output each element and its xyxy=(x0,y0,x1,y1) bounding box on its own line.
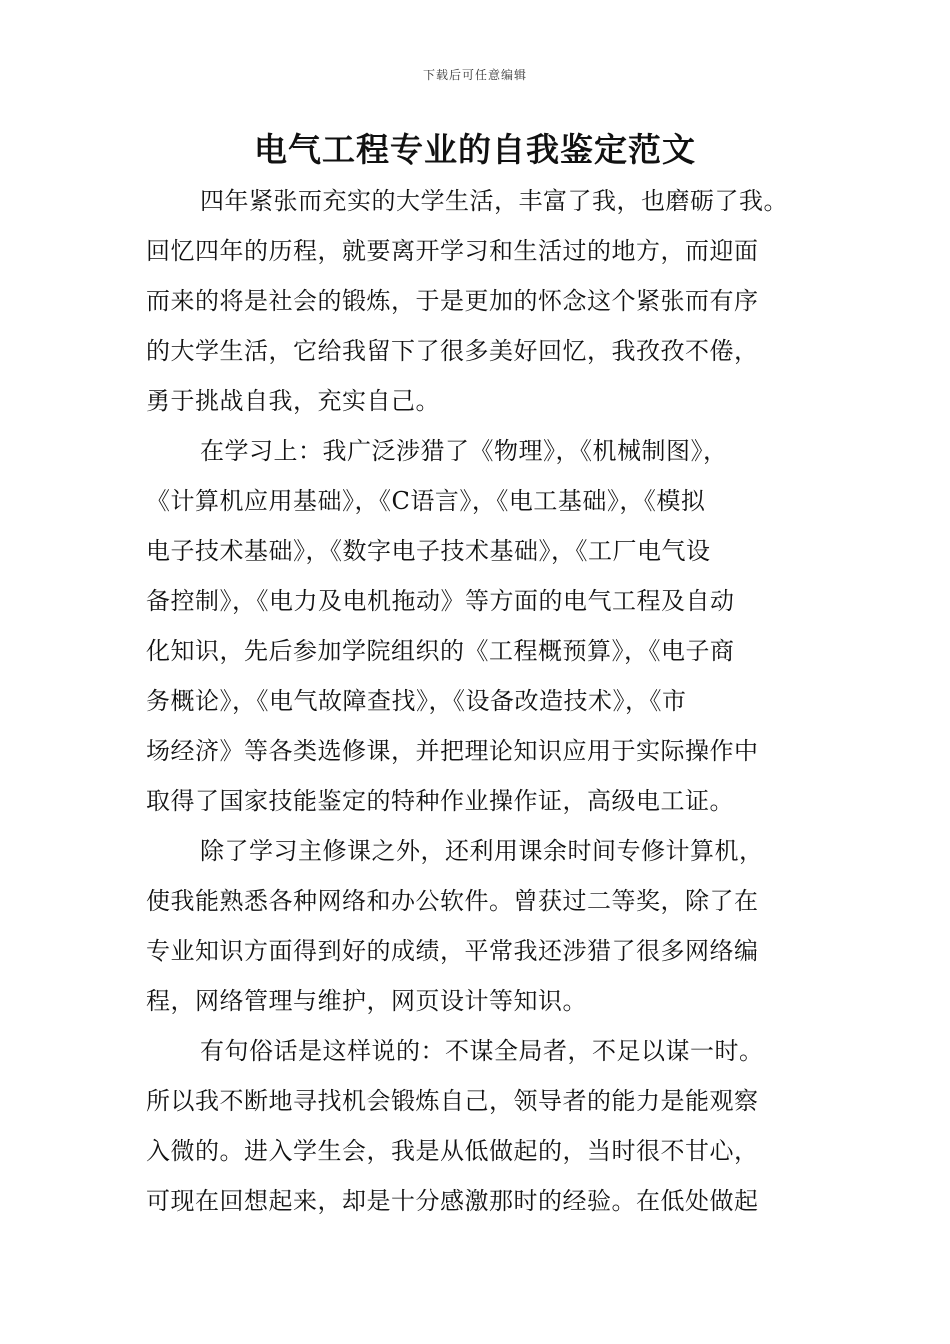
paragraph-line: 《计算机应用基础》，《C语言》，《电工基础》，《模拟 xyxy=(146,487,706,515)
paragraph-line: 务概论》，《电气故障查找》，《设备改造技术》，《市 xyxy=(146,687,687,715)
paragraph-line: 专业知识方面得到好的成绩，平常我还涉猎了很多网络编 xyxy=(146,937,759,965)
paragraph-line: 所以我不断地寻找机会锻炼自己，领导者的能力是能观察 xyxy=(146,1087,759,1115)
paragraph-line: 备控制》，《电力及电机拖动》等方面的电气工程及自动 xyxy=(146,587,735,615)
paragraph-line: 有句俗话是这样说的：不谋全局者，不足以谋一时。 xyxy=(200,1037,764,1065)
paragraph-line: 四年紧张而充实的大学生活，丰富了我，也磨砺了我。 xyxy=(200,187,788,215)
paragraph-line: 可现在回想起来，却是十分感激那时的经验。在低处做起 xyxy=(146,1187,759,1215)
paragraph-line: 程，网络管理与维护，网页设计等知识。 xyxy=(146,987,587,1015)
paragraph-line: 入微的。进入学生会，我是从低做起的，当时很不甘心， xyxy=(146,1137,759,1165)
paragraph-line: 场经济》等各类选修课，并把理论知识应用于实际操作中 xyxy=(146,737,759,765)
paragraph-line: 勇于挑战自我，充实自己。 xyxy=(146,387,440,415)
paragraph-line: 使我能熟悉各种网络和办公软件。曾获过二等奖，除了在 xyxy=(146,887,759,915)
paragraph-line: 取得了国家技能鉴定的特种作业操作证，高级电工证。 xyxy=(146,787,734,815)
paragraph-line: 在学习上：我广泛涉猎了《物理》，《机械制图》， xyxy=(200,437,728,465)
paragraph-line: 而来的将是社会的锻炼，于是更加的怀念这个紧张而有序 xyxy=(146,287,759,315)
paragraph-line: 电子技术基础》，《数字电子技术基础》，《工厂电气设 xyxy=(146,537,711,565)
document-body xyxy=(146,176,836,1226)
paragraph-line: 除了学习主修课之外，还利用课余时间专修计算机， xyxy=(200,837,764,865)
document-title: 电气工程专业的自我鉴定范文 xyxy=(254,130,696,169)
paragraph-line: 回忆四年的历程，就要离开学习和生活过的地方，而迎面 xyxy=(146,237,759,265)
paragraph-line: 化知识，先后参加学院组织的《工程概预算》，《电子商 xyxy=(146,637,735,665)
paragraph-line: 的大学生活，它给我留下了很多美好回忆，我孜孜不倦， xyxy=(146,337,759,365)
header-note: 下载后可任意编辑 xyxy=(422,68,527,82)
